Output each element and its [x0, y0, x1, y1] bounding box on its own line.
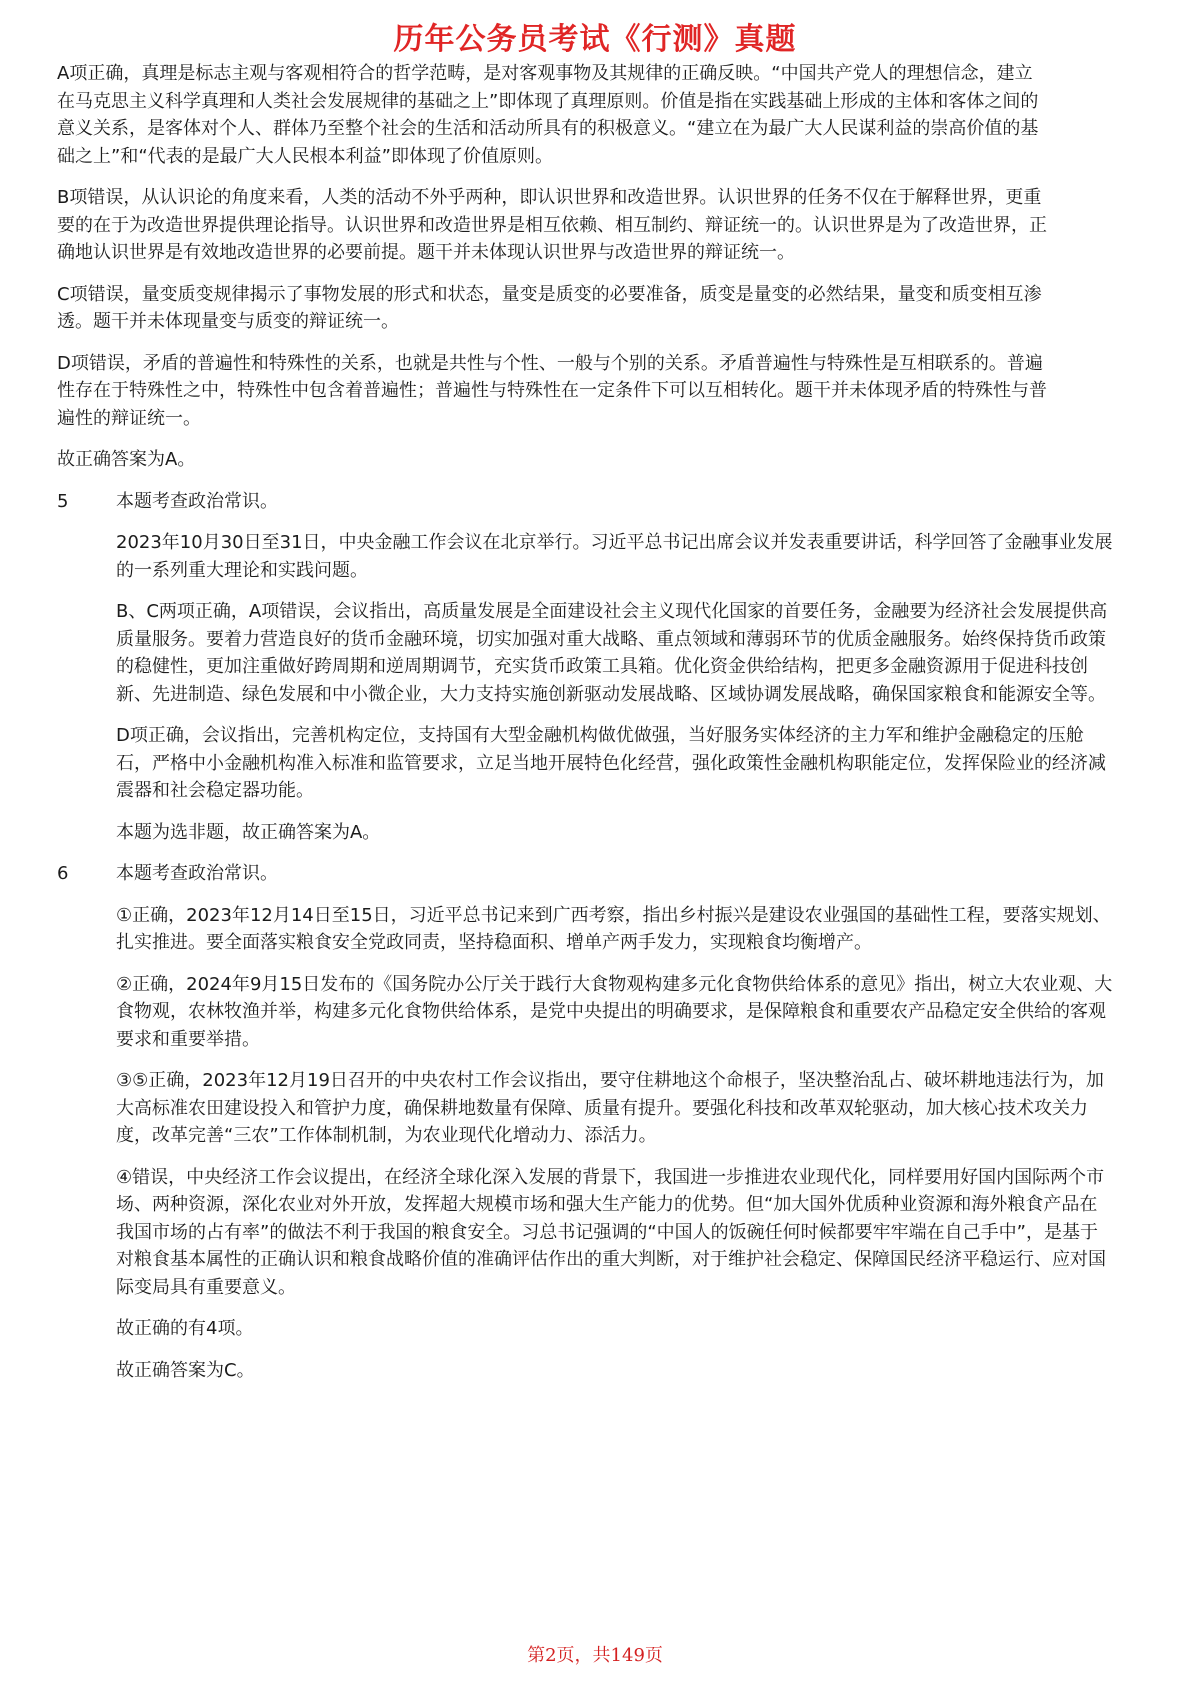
question-number: 6 — [57, 863, 69, 884]
answer-line: 故正确答案为A。 — [57, 449, 196, 470]
option-a-explanation: A项正确，真理是标志主观与客观相符合的哲学范畴，是对客观事物及其规律的正确反映。“中国共产党人的理想信念，建立在马克思主义科学真理和人类社会发展规律的基础之上”即体现了真理原则。价值是指在实践基础上形成的主体和客体之间的意义关系，是客体对个人、群体乃至整个社会的生活和活动所具有的积极意义。“建立在为最广大人民谋利益的崇高价值的基础之上”和“代表的是最广大人民根本利益”即体现了价值原则。 — [57, 63, 1039, 167]
question-5 — [57, 488, 1115, 847]
question-paragraph: D项正确，会议指出，完善机构定位，支持国有大型金融机构做优做强，当好服务实体经济的主力军和维护金融稳定的压舱石，严格中小金融机构准入标准和监管要求，立足当地开展特色化经营，强化政策性金融机构职能定位，发挥保险业的经济减震器和社会稳定器功能。 — [116, 725, 1106, 801]
question-paragraph: 2023年10月30日至31日，中央金融工作会议在北京举行。习近平总书记出席会议并发表重要讲话，科学回答了金融事业发展的一系列重大理论和实践问题。 — [116, 532, 1113, 581]
question-paragraph: ①正确，2023年12月14日至15日，习近平总书记来到广西考察，指出乡村振兴是建设农业强国的基础性工程，要落实规划、扎实推进。要全面落实粮食安全党政同责，坚持稳面积、增单产两手发力，实现粮食均衡增产。 — [116, 904, 1111, 953]
page-title: 历年公务员考试《行测》真题 — [393, 22, 797, 57]
answer-count-line: 故正确的有4项。 — [116, 1318, 254, 1339]
question-paragraph: ④错误，中央经济工作会议提出，在经济全球化深入发展的背景下，我国进一步推进农业现代化，同样要用好国内国际两个市场、两种资源，深化农业对外开放，发挥超大规模市场和强大生产能力的优势。但“加大国外优质种业资源和海外粮食产品在我国市场的占有率”的做法不利于我国的粮食安全。习总书记强调的“中国人的饭碗任何时候都要牢牢端在自己手中”，是基于对粮食基本属性的正确认识和粮食战略价值的准确评估作出的重大判断，对于维护社会稳定、保障国民经济平稳运行、应对国际变局具有重要意义。 — [116, 1166, 1106, 1298]
answer-line: 本题为选非题，故正确答案为A。 — [116, 821, 381, 843]
question-heading: 本题考查政治常识。 — [116, 863, 278, 884]
option-c-explanation: C项错误，量变质变规律揭示了事物发展的形式和状态，量变是质变的必要准备，质变是量变的必然结果，量变和质变相互渗透。题干并未体现量变与质变的辩证统一。 — [57, 283, 1042, 332]
question-6 — [57, 860, 1115, 1384]
question-paragraph: ③⑤正确，2023年12月19日召开的中央农村工作会议指出，要守住耕地这个命根子，坚决整治乱占、破坏耕地违法行为，加大高标准农田建设投入和管护力度，确保耕地数量有保障、质量有提升。要强化科技和改革双轮驱动，加大核心技术攻关力度，改革完善“三农”工作体制机制，为农业现代化增动力、添活力。 — [116, 1070, 1104, 1146]
page-footer: 第2页，共149页 — [527, 1645, 663, 1666]
question-paragraph: ②正确，2024年9月15日发布的《国务院办公厅关于践行大食物观构建多元化食物供给体系的意见》指出，树立大农业观、大食物观，农林牧渔并举，构建多元化食物供给体系，是党中央提出的明确要求，是保障粮食和重要农产品稳定安全供给的客观要求和重要举措。 — [116, 973, 1113, 1050]
document-body — [57, 60, 1115, 1398]
question-paragraph: B、C两项正确，A项错误，会议指出，高质量发展是全面建设社会主义现代化国家的首要任务，金融要为经济社会发展提供高质量服务。要着力营造良好的货币金融环境，切实加强对重大战略、重点领域和薄弱环节的优质金融服务。始终保持货币政策的稳健性，更加注重做好跨周期和逆周期调节，充实货币政策工具箱。优化资金供给结构，把更多金融资源用于促进科技创新、先进制造、绿色发展和中小微企业，大力支持实施创新驱动发展战略、区域协调发展战略，确保国家粮食和能源安全等。 — [116, 601, 1108, 705]
option-b-explanation: B项错误，从认识论的角度来看，人类的活动不外乎两种，即认识世界和改造世界。认识世界的任务不仅在于解释世界，更重要的在于为改造世界提供理论指导。认识世界和改造世界是相互依赖、相互制约、辩证统一的。认识世界是为了改造世界，正确地认识世界是有效地改造世界的必要前提。题干并未体现认识世界与改造世界的辩证统一。 — [57, 187, 1047, 263]
question-number: 5 — [57, 490, 69, 512]
question-heading: 本题考查政治常识。 — [116, 490, 278, 512]
answer-line: 故正确答案为C。 — [116, 1359, 255, 1381]
option-d-explanation: D项错误，矛盾的普遍性和特殊性的关系，也就是共性与个性、一般与个别的关系。矛盾普遍性与特殊性是互相联系的。普遍性存在于特殊性之中，特殊性中包含着普遍性；普遍性与特殊性在一定条件下可以互相转化。题干并未体现矛盾的特殊性与普遍性的辩证统一。 — [57, 352, 1047, 429]
